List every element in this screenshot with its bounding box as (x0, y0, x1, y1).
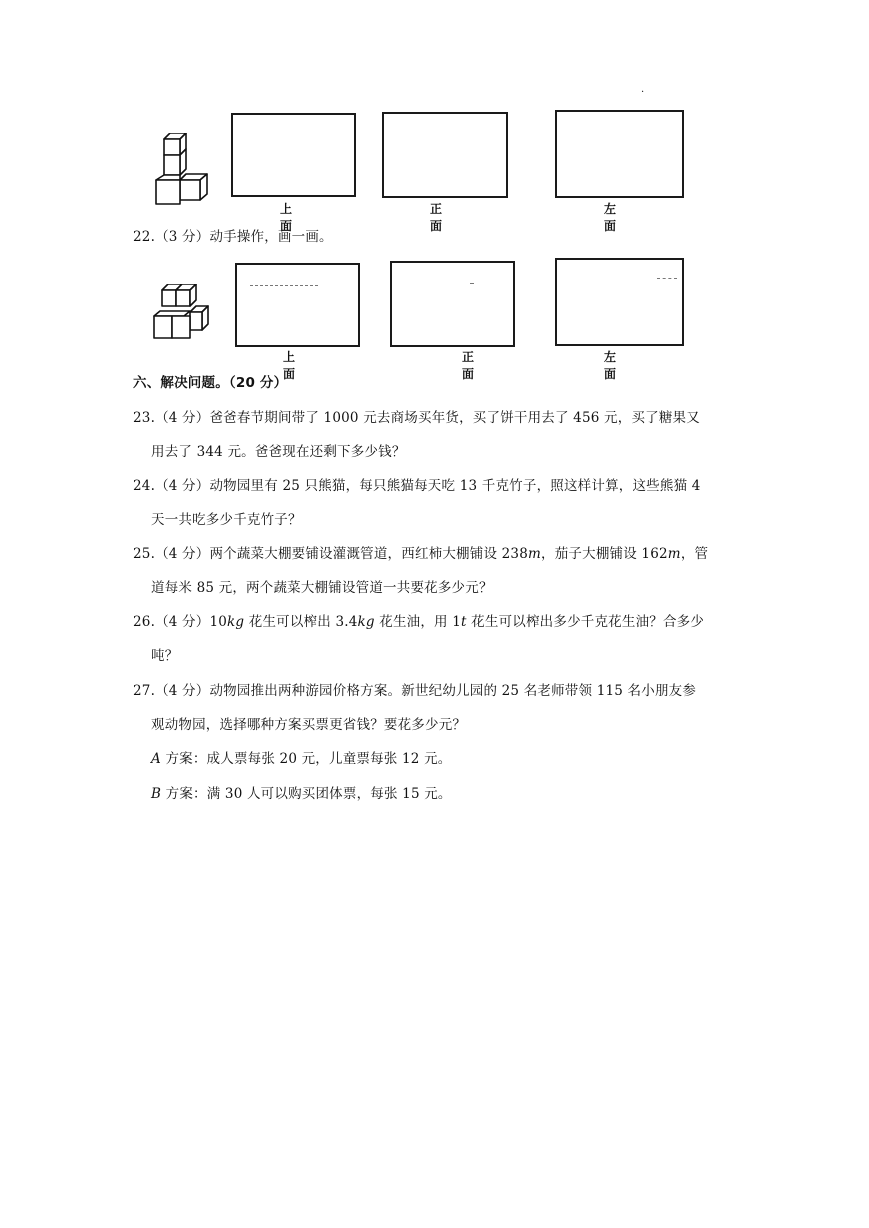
question-27-plan-b: B 方案：满 30 人可以购买团体票，每张 15 元。 (151, 786, 452, 802)
question-26-line2: 吨？ (151, 648, 179, 664)
dash-mark-3 (657, 278, 677, 279)
label-front-view-2: 正面 (462, 350, 475, 381)
question-23-line1: 23.（4 分）爸爸春节期间带了 1000 元去商场买年货，买了饼干用去了 456 元，买了糖果又 (133, 410, 700, 426)
label-front-view-1: 正面 (430, 202, 443, 233)
cube-stack-figure-1 (150, 133, 214, 215)
question-25-line2: 道每米 85 元，两个蔬菜大棚铺设管道一共要花多少元？ (151, 580, 493, 596)
question-27-line1: 27.（4 分）动物园推出两种游园价格方案。新世纪幼儿园的 25 名老师带领 115 名小朋友参 (133, 683, 697, 699)
dash-mark-2 (470, 283, 474, 284)
question-24-line2: 天一共吃多少千克竹子？ (151, 512, 302, 528)
question-25-line1: 25.（4 分）两个蔬菜大棚要铺设灌溉管道，西红柿大棚铺设 238m，茄子大棚铺设 162m，管 (133, 546, 709, 562)
label-top-view-2: 上面 (283, 350, 296, 381)
label-left-view-2: 左面 (604, 350, 617, 381)
front-view-box-2 (390, 261, 515, 347)
top-view-box-1 (231, 113, 356, 197)
question-23-line2: 用去了 344 元。爸爸现在还剩下多少钱？ (151, 444, 406, 460)
left-view-box-2 (555, 258, 684, 346)
question-22-text: 22.（3 分）动手操作，画一画。 (133, 229, 333, 245)
stray-dot: . (641, 84, 645, 95)
question-24-line1: 24.（4 分）动物园里有 25 只熊猫，每只熊猫每天吃 13 千克竹子，照这样计算，这些熊猫 4 (133, 478, 701, 494)
cube-stack-figure-2 (150, 284, 214, 344)
question-27-plan-a: A 方案：成人票每张 20 元，儿童票每张 12 元。 (151, 751, 452, 767)
dash-mark-1 (250, 285, 318, 286)
question-26-line1: 26.（4 分）10kg 花生可以榨出 3.4kg 花生油，用 1t 花生可以榨出多少千克花生油？合多少 (133, 614, 705, 630)
label-left-view-1: 左面 (604, 202, 617, 233)
label-top-view-1: 上面 (280, 202, 293, 233)
question-27-line2: 观动物园，选择哪种方案买票更省钱？要花多少元？ (151, 717, 467, 733)
section-6-title: 六、解决问题。（20 分） (133, 375, 288, 391)
front-view-box-1 (382, 112, 508, 198)
top-view-box-2 (235, 263, 360, 347)
left-view-box-1 (555, 110, 684, 198)
